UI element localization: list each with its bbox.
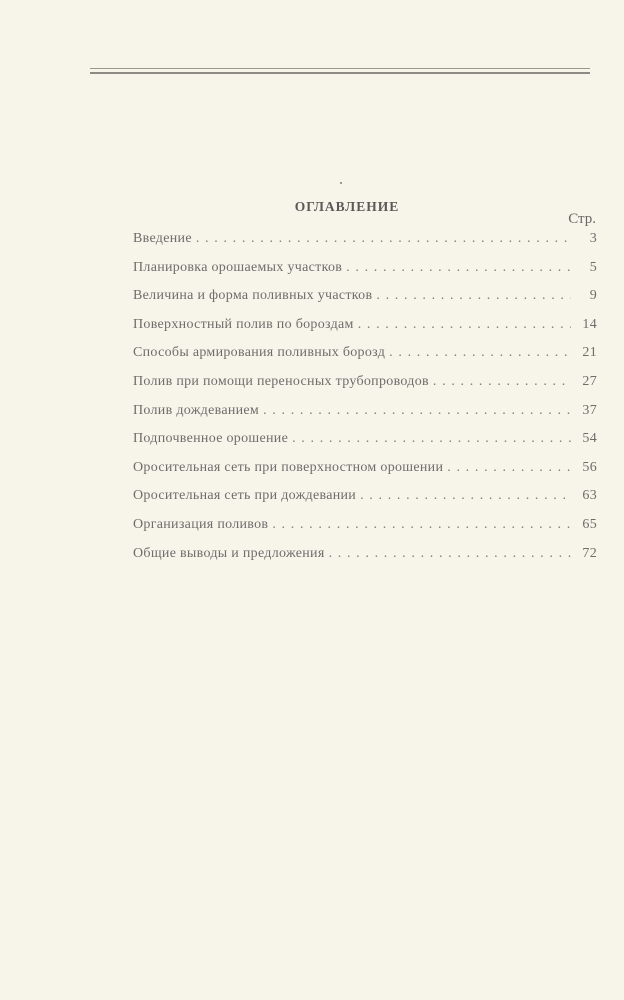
toc-entry-title: Полив при помощи переносных трубопроводов	[133, 373, 429, 389]
toc-entry-title: Организация поливов	[133, 516, 269, 532]
dot-leader	[346, 260, 571, 276]
table-of-contents	[133, 231, 597, 574]
toc-entry-title: Введение	[133, 231, 192, 246]
toc-entry-title: Полив дождеванием	[133, 402, 260, 418]
header-rule-top	[90, 68, 590, 69]
dot-leader	[329, 546, 571, 562]
dot-leader	[263, 403, 571, 419]
toc-entry-title: Оросительная сеть при дождевании	[133, 488, 357, 504]
dot-leader	[360, 488, 571, 504]
toc-entry	[133, 403, 597, 432]
toc-entry	[133, 231, 597, 260]
toc-entry-page: 5	[589, 259, 597, 275]
toc-entry-title: Подпочвенное орошение	[133, 431, 289, 447]
toc-entry-page: 14	[582, 316, 597, 332]
toc-entry-title: Способы армирования поливных борозд	[133, 345, 386, 361]
page-column-label: Стр.	[568, 211, 596, 227]
toc-entry-title: Планировка орошаемых участков	[133, 259, 343, 275]
toc-entry	[133, 488, 597, 517]
dot-leader	[196, 231, 571, 247]
toc-entry-page: 3	[589, 231, 597, 246]
toc-entry	[133, 431, 597, 460]
toc-entry	[133, 317, 597, 346]
dot-leader	[292, 431, 571, 447]
toc-entry-title: Общие выводы и предложения	[133, 545, 325, 561]
toc-entry-title: Оросительная сеть при поверхностном орошении	[133, 459, 444, 475]
print-speck	[340, 182, 342, 184]
toc-entry	[133, 288, 597, 317]
dot-leader	[272, 517, 571, 533]
toc-entry-page: 65	[582, 516, 597, 532]
toc-entry-page: 21	[582, 345, 597, 361]
toc-entry-page: 9	[589, 288, 597, 304]
page-title: ОГЛАВЛЕНИЕ	[294, 199, 400, 214]
toc-entry	[133, 460, 597, 489]
header-rule-bottom	[90, 72, 590, 74]
dot-leader	[447, 460, 571, 476]
dot-leader	[376, 288, 571, 304]
dot-leader	[358, 317, 571, 333]
toc-entry-page: 54	[582, 431, 597, 447]
toc-entry-page: 37	[582, 402, 597, 418]
toc-entry	[133, 260, 597, 289]
toc-entry-page: 72	[582, 545, 597, 561]
toc-entry-page: 56	[582, 459, 597, 475]
toc-entry-title: Величина и форма поливных участков	[133, 288, 373, 304]
dot-leader	[389, 345, 571, 361]
toc-entry-title: Поверхностный полив по бороздам	[133, 316, 354, 332]
toc-entry	[133, 546, 597, 575]
toc-entry	[133, 345, 597, 374]
toc-entry	[133, 517, 597, 546]
toc-entry-page: 27	[582, 373, 597, 389]
toc-entry-page: 63	[582, 488, 597, 504]
toc-entry	[133, 374, 597, 403]
dot-leader	[433, 374, 571, 390]
